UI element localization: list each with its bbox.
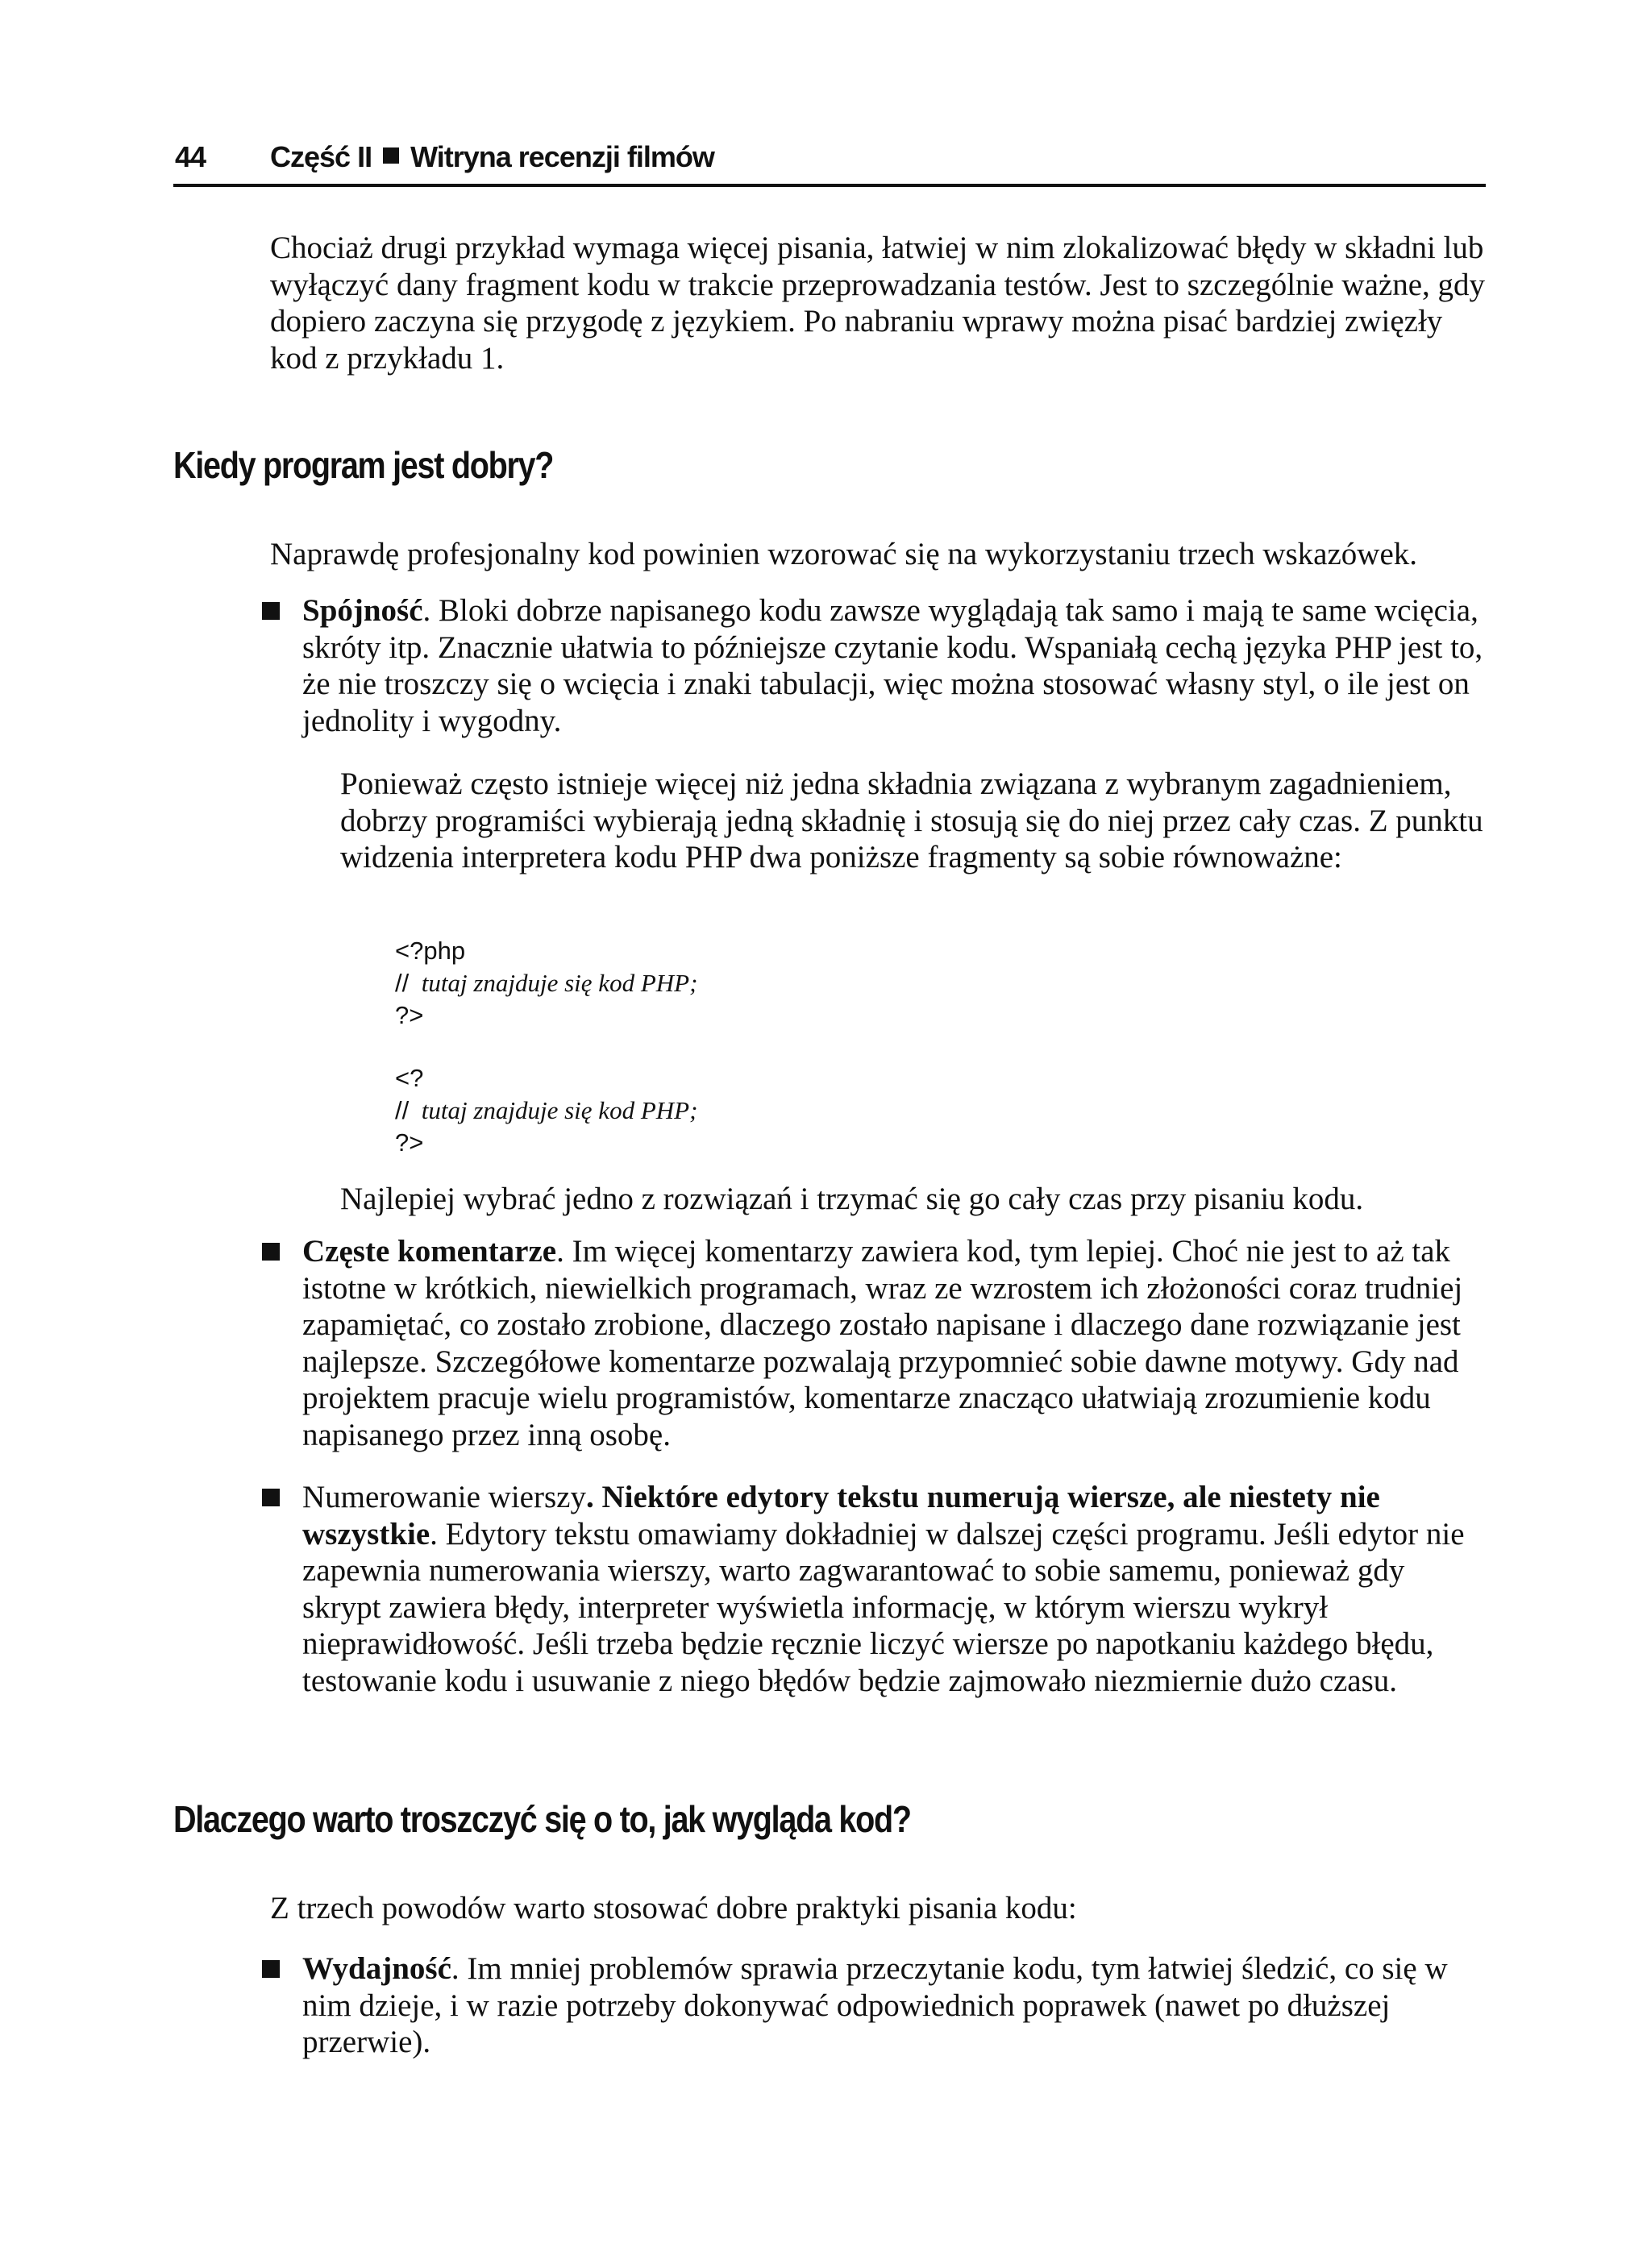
chapter-title — [270, 140, 714, 174]
chapter-name: Witryna recenzji filmów — [410, 140, 714, 173]
chapter-part: Część II — [270, 140, 372, 173]
square-bullet-icon — [383, 147, 399, 164]
square-bullet-icon — [262, 602, 280, 620]
bullet-text: . Edytory tekstu omawiamy dokładniej w dalszej części programu. Jeśli edytor nie zapewnia numerowania wierszy, warto zagwarantować to sobie samemu, ponieważ gdy skrypt zawiera błędy, interpreter wyświetla informację, w którym wierszu wykrył nieprawidłowość. Jeśli trzeba będzie ręcznie liczyć wiersze po napotkaniu każdego błędu, testowanie kodu i usuwanie z niego błędów będzie zajmowało niezmiernie dużo czasu. — [302, 1516, 1465, 1698]
running-header — [173, 135, 1486, 187]
square-bullet-icon — [262, 1489, 280, 1506]
paragraph: Ponieważ często istnieje więcej niż jedna składnia związana z wybranym zagadnieniem, dobrzy programiści wybierają jedną składnię i stosują się do niej przez cały czas. Z punktu widzenia interpretera kodu PHP dwa poniższe fragmenty są sobie równoważne: — [340, 766, 1483, 874]
section-heading: Dlaczego warto troszczyć się o to, jak wygląda kod? — [173, 1798, 911, 1840]
code-line: ?> — [395, 1128, 424, 1157]
square-bullet-icon — [262, 1960, 280, 1978]
bullet-text: . Im więcej komentarzy zawiera kod, tym lepiej. Choć nie jest to aż tak istotne w krótkich, niewielkich programach, wraz ze wzrostem ich złożoności coraz trudniej zapamiętać, co zostało zrobione, dlaczego zostało napisane i dlaczego dane rozwiązanie jest najlepsze. Szczegółowe komentarze pozwalają przypomnieć sobie dawne motywy. Gdy nad projektem pracuje wielu programistów, komentarze znacząco ułatwiają zrozumienie kodu napisanego przez inną osobę. — [302, 1234, 1463, 1452]
code-line: <?php — [395, 937, 466, 965]
list-item — [302, 592, 1487, 739]
section-heading: Kiedy program jest dobry? — [173, 444, 554, 486]
square-bullet-icon — [262, 1243, 280, 1261]
bullet-lead: Numerowanie wierszy — [302, 1480, 586, 1514]
code-line: // tutaj znajduje się kod PHP; — [395, 1096, 698, 1124]
list-item — [302, 1233, 1487, 1453]
bullet-term: Wydajność — [302, 1951, 451, 1986]
bullet-text: . Im mniej problemów sprawia przeczytanie kodu, tym łatwiej śledzić, co się w nim dzieje, i w razie potrzeby dokonywać odpowiednich poprawek (nawet po dłuższej przerwie). — [302, 1951, 1448, 2059]
bullet-term: Spójność — [302, 593, 423, 628]
code-line: // tutaj znajduje się kod PHP; — [395, 969, 698, 997]
list-item — [302, 1950, 1487, 2061]
page-number: 44 — [175, 140, 206, 173]
bullet-term: Częste komentarze — [302, 1234, 557, 1269]
bullet-text: . Bloki dobrze napisanego kodu zawsze wyglądają tak samo i mają te same wcięcia, skróty itp. Znacznie ułatwia to późniejsze czytanie kodu. Wspaniałą cechą języka PHP jest to, że nie troszczy się o wcięcia i znaki tabulacji, więc można stosować własny styl, o ile jest on jednolity i wygodny. — [302, 593, 1483, 738]
list-item — [302, 1479, 1487, 1699]
code-snippet — [395, 1062, 697, 1159]
bullet-bold-text: . Niektóre edytory tekstu numerują wiersze, ale niestety nie wszystkie — [302, 1480, 1380, 1551]
section-intro: Z trzech powodów warto stosować dobre praktyki pisania kodu: — [270, 1891, 1077, 1925]
code-snippet — [395, 935, 697, 1032]
paragraph: Najlepiej wybrać jedno z rozwiązań i trzymać się go cały czas przy pisaniu kodu. — [340, 1182, 1364, 1216]
code-line: ?> — [395, 1001, 424, 1029]
section-intro: Naprawdę profesjonalny kod powinien wzorować się na wykorzystaniu trzech wskazówek. — [270, 537, 1418, 571]
code-line: <? — [395, 1064, 424, 1092]
paragraph: Chociaż drugi przykład wymaga więcej pisania, łatwiej w nim zlokalizować błędy w składni lub wyłączyć dany fragment kodu w trakcie przeprowadzania testów. Jest to szczególnie ważne, gdy dopiero zaczyna się przygodę z językiem. Po nabraniu wprawy można pisać bardziej zwięzły kod z przykładu 1. — [270, 231, 1486, 376]
